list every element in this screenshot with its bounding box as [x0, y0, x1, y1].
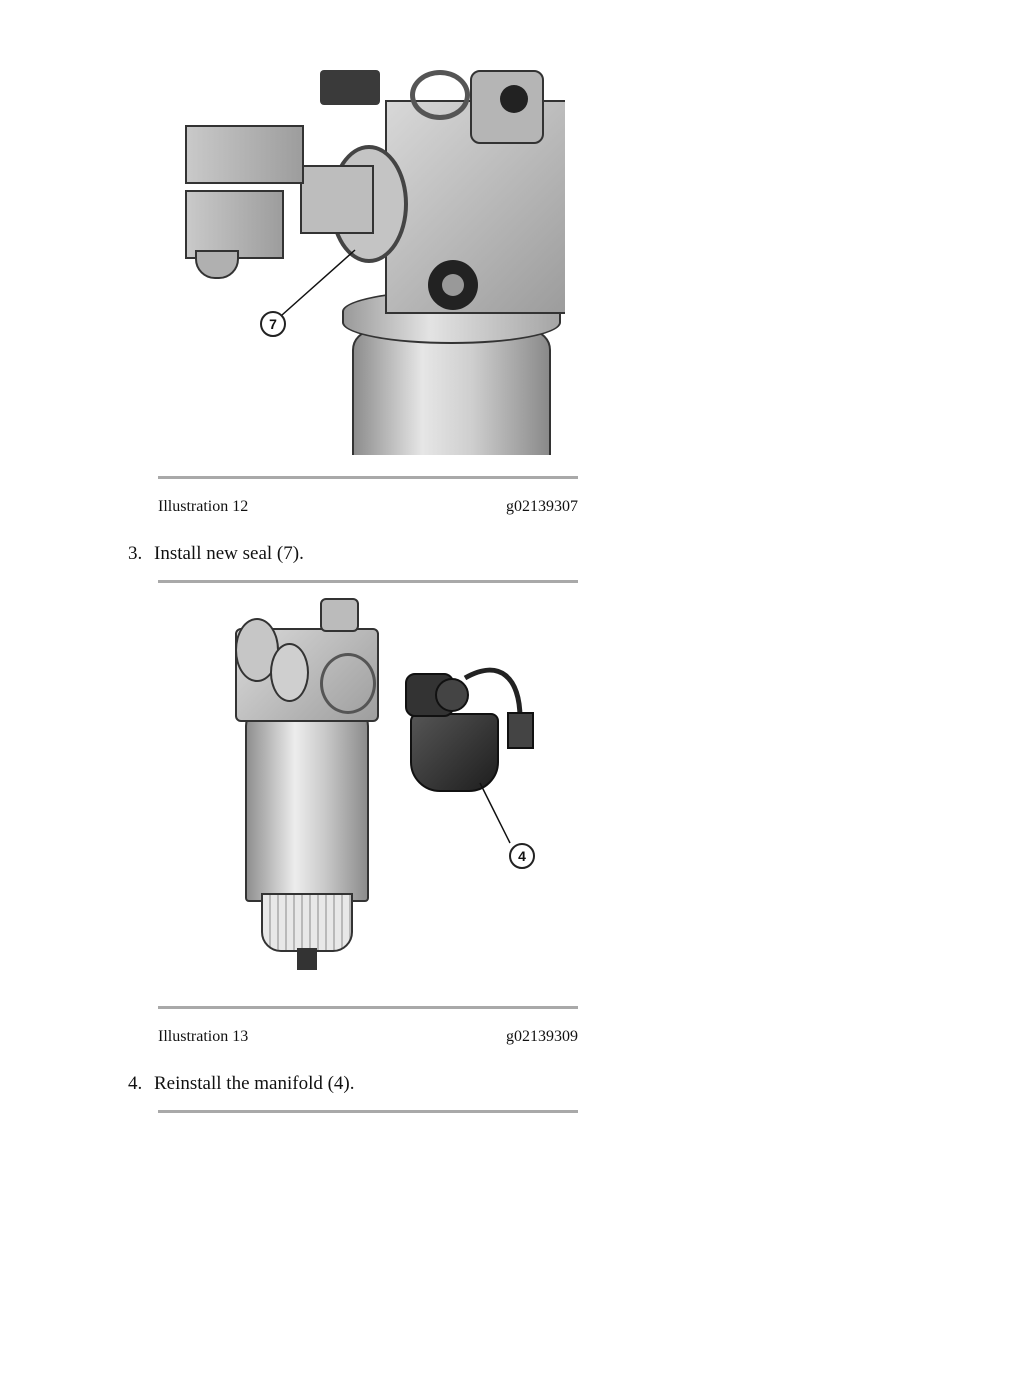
step-4 [128, 1073, 355, 1095]
callout-7: 7 [260, 311, 286, 337]
leader-line [170, 70, 565, 455]
illustration-13-caption [158, 1028, 578, 1046]
caption-label: Illustration 13 [158, 1028, 249, 1045]
step-number: 3. [128, 543, 143, 564]
step-text: Install new seal (7). [154, 543, 304, 564]
leader-line [225, 598, 555, 983]
illustration-13-image [225, 598, 555, 983]
illustration-12-caption [158, 498, 578, 516]
divider [158, 580, 578, 583]
divider [158, 1110, 578, 1113]
divider [158, 1006, 578, 1009]
illustration-12-image [170, 70, 565, 455]
caption-image-id: g02139307 [506, 498, 578, 515]
divider [158, 476, 578, 479]
step-3 [128, 543, 304, 565]
step-number: 4. [128, 1073, 143, 1094]
step-text: Reinstall the manifold (4). [154, 1073, 355, 1094]
caption-label: Illustration 12 [158, 498, 249, 515]
caption-image-id: g02139309 [506, 1028, 578, 1045]
callout-4: 4 [509, 843, 535, 869]
